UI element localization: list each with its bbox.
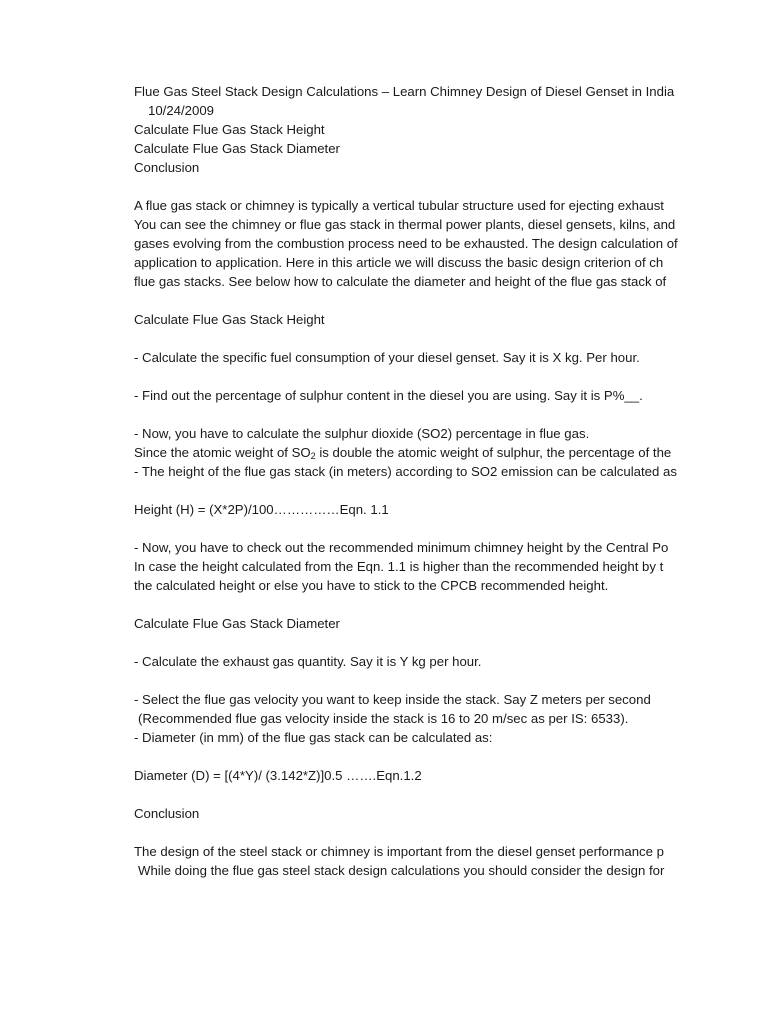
intro-line: flue gas stacks. See below how to calculate the diameter and height of the flue gas stack of [134, 274, 667, 289]
document-body [134, 82, 698, 880]
intro-line: A flue gas stack or chimney is typically a vertical tubular structure used for ejecting exhaust [134, 198, 664, 213]
toc-item-diameter: Calculate Flue Gas Stack Diameter [134, 141, 340, 156]
toc-item-height: Calculate Flue Gas Stack Height [134, 122, 325, 137]
height-step-3-detail [134, 443, 698, 462]
conclusion-line: While doing the flue gas steel stack design calculations you should consider the design for [138, 863, 665, 878]
intro-line: gases evolving from the combustion process need to be exhausted. The design calculation of [134, 236, 678, 251]
diameter-step-2-note: (Recommended flue gas velocity inside the stack is 16 to 20 m/sec as per IS: 6533). [138, 711, 629, 726]
height-formula: Height (H) = (X*2P)/100……………Eqn. 1.1 [134, 502, 389, 517]
diameter-step-2: - Select the flue gas velocity you want to keep inside the stack. Say Z meters per second [134, 692, 651, 707]
so2-suffix: is double the atomic weight of sulphur, the percentage of the [315, 445, 672, 460]
diameter-step-3: - Diameter (in mm) of the flue gas stack can be calculated as: [134, 730, 493, 745]
document-date: 10/24/2009 [148, 103, 215, 118]
conclusion-line: The design of the steel stack or chimney is important from the diesel genset performance p [134, 844, 664, 859]
document-title: Flue Gas Steel Stack Design Calculations – Learn Chimney Design of Diesel Genset in India [134, 84, 675, 99]
height-step-2: - Find out the percentage of sulphur content in the diesel you are using. Say it is P%__. [134, 388, 643, 403]
so2-prefix: Since the atomic weight of SO [134, 445, 311, 460]
height-step-5-line: the calculated height or else you have to stick to the CPCB recommended height. [134, 578, 609, 593]
height-step-5-line: In case the height calculated from the Eqn. 1.1 is higher than the recommended height by t [134, 559, 664, 574]
height-step-5-line: - Now, you have to check out the recommended minimum chimney height by the Central Po [134, 540, 669, 555]
height-step-3: - Now, you have to calculate the sulphur dioxide (SO2) percentage in flue gas. [134, 426, 590, 441]
height-section-heading: Calculate Flue Gas Stack Height [134, 312, 325, 327]
diameter-section-heading: Calculate Flue Gas Stack Diameter [134, 616, 340, 631]
intro-line: You can see the chimney or flue gas stack in thermal power plants, diesel gensets, kilns, and [134, 217, 676, 232]
conclusion-heading: Conclusion [134, 806, 200, 821]
height-step-4: - The height of the flue gas stack (in meters) according to SO2 emission can be calculated as [134, 464, 677, 479]
intro-line: application to application. Here in this article we will discuss the basic design criterion of ch [134, 255, 664, 270]
toc-item-conclusion: Conclusion [134, 160, 200, 175]
diameter-step-1: - Calculate the exhaust gas quantity. Say it is Y kg per hour. [134, 654, 482, 669]
height-step-1: - Calculate the specific fuel consumption of your diesel genset. Say it is X kg. Per hour. [134, 350, 640, 365]
diameter-formula: Diameter (D) = [(4*Y)/ (3.142*Z)]0.5 …….Eqn.1.2 [134, 768, 422, 783]
so2-subscript: 2 [310, 451, 316, 461]
